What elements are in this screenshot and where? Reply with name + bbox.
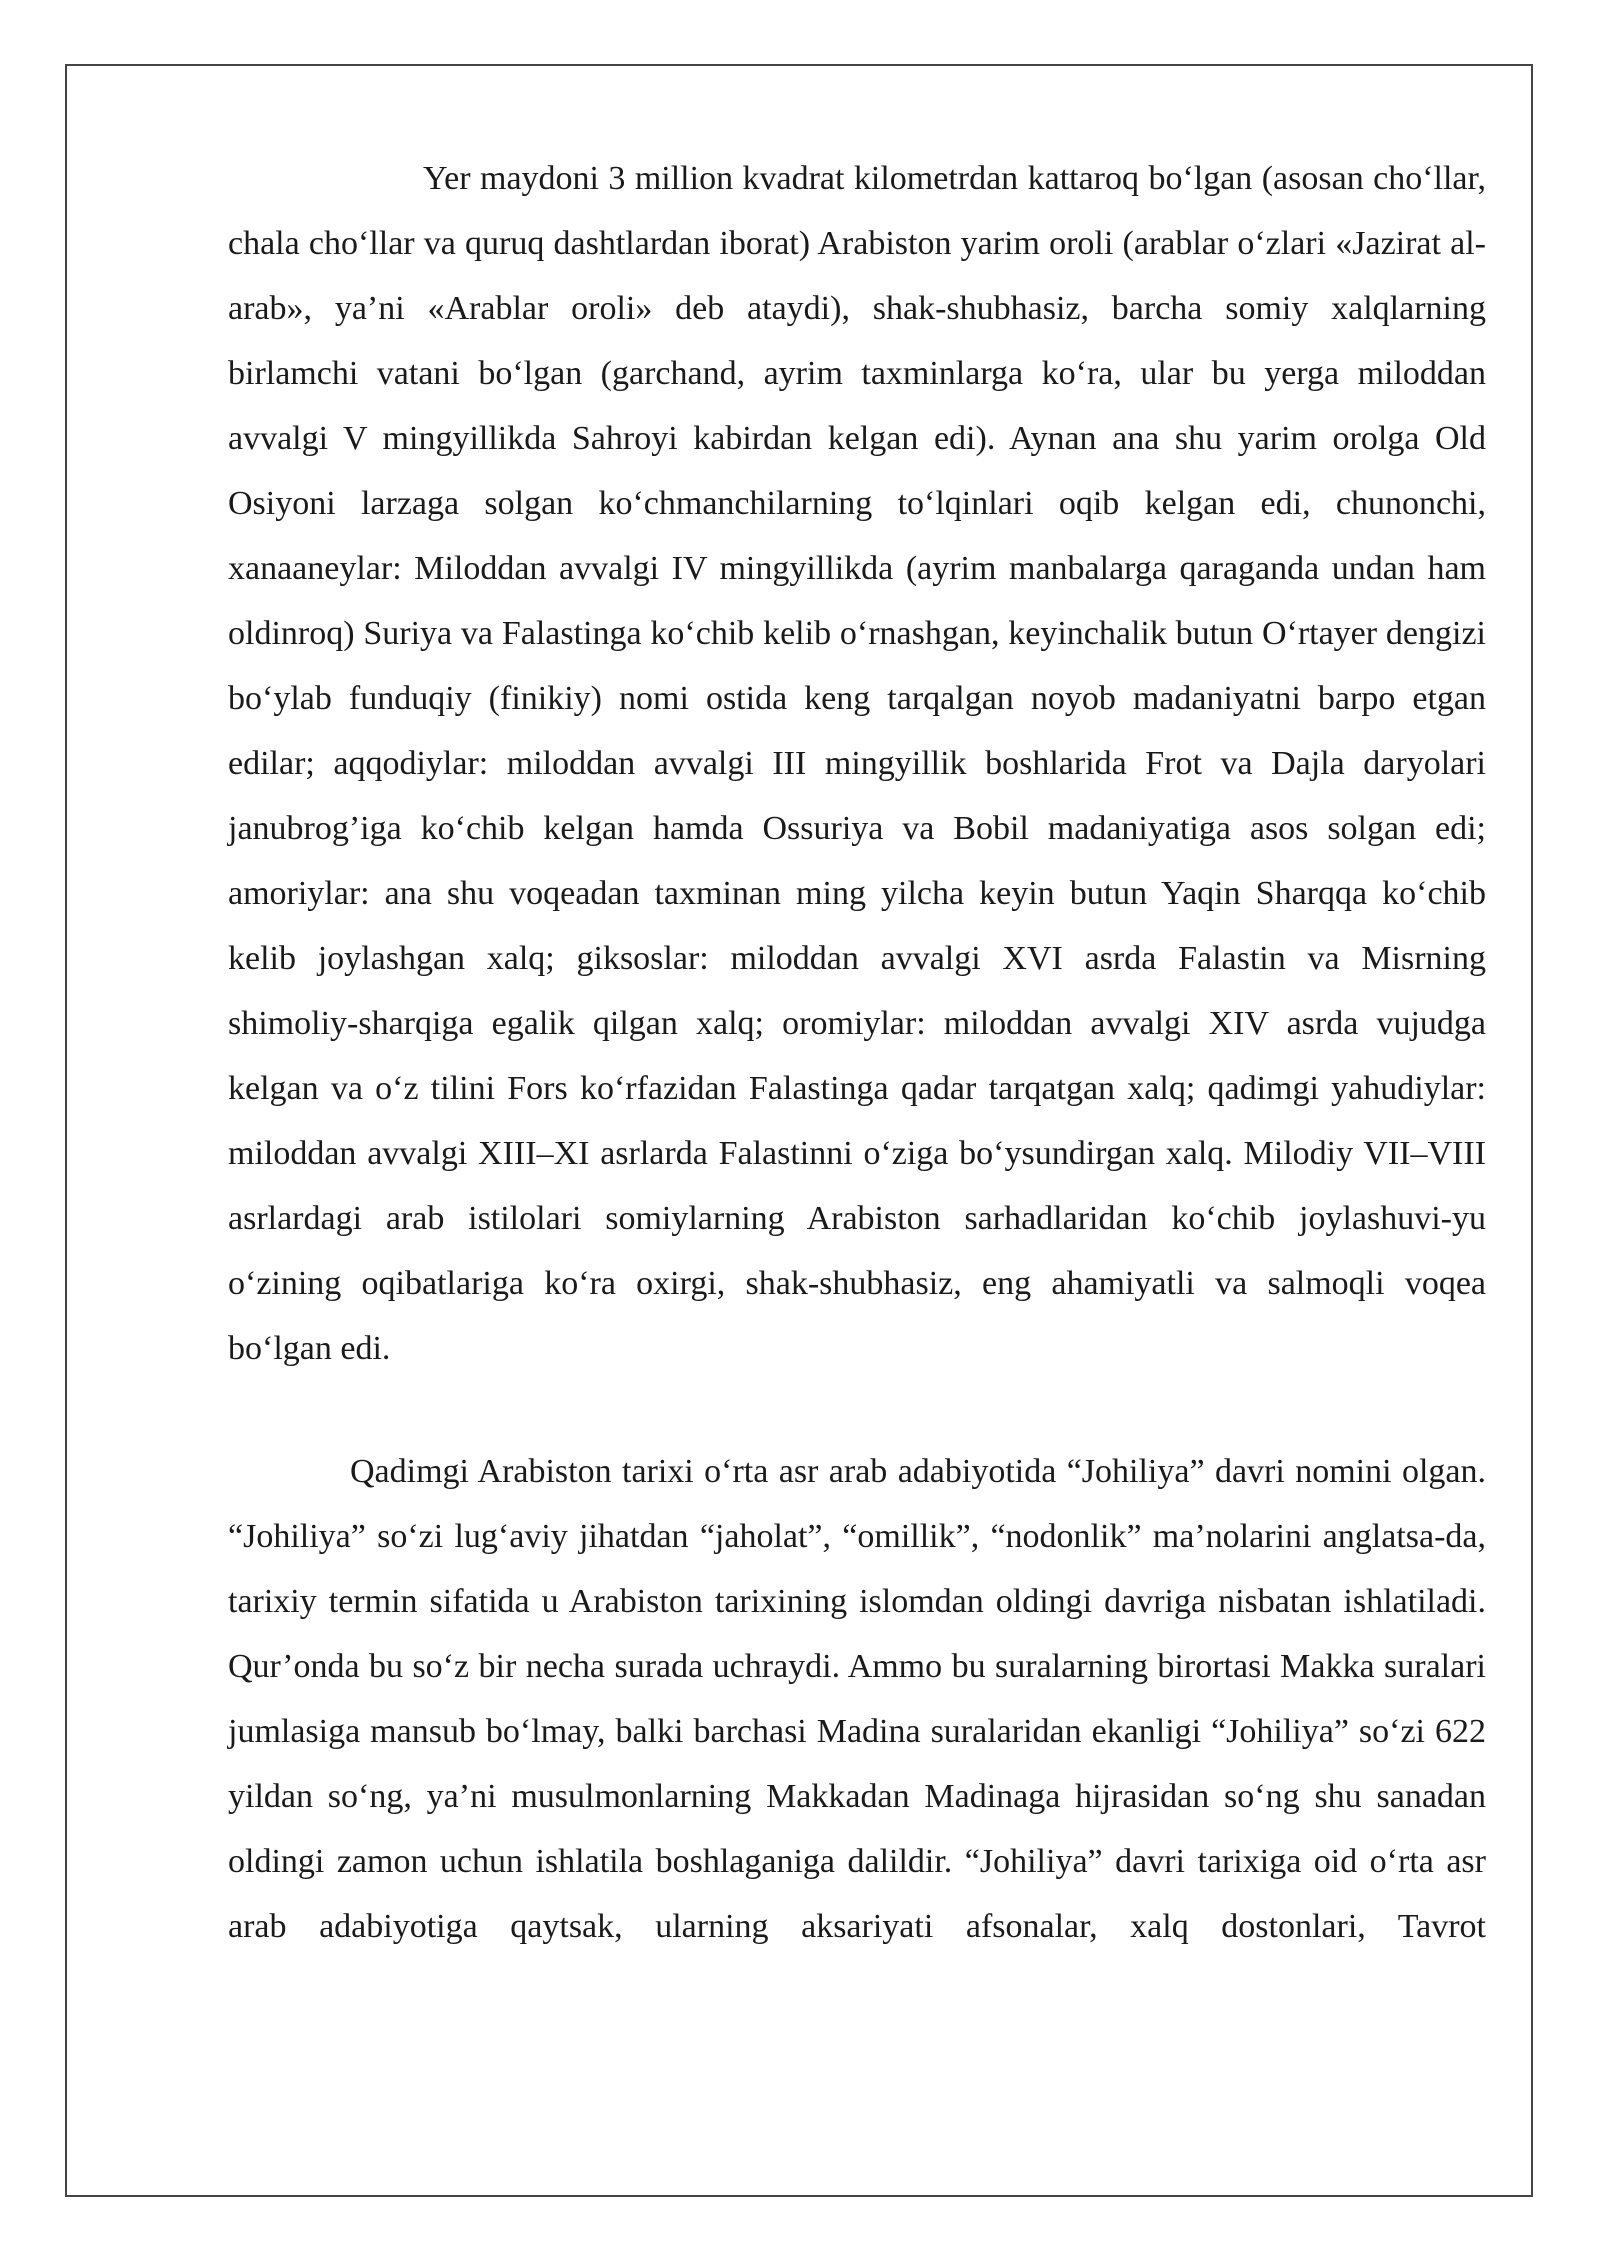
paragraph-johiliya-period: Qadimgi Arabiston tarixi o‘rta asr arab adabiyotida “Johiliya” davri nomini olgan. “Johiliya” so‘zi lug‘aviy jihatdan “jaholat”, “omillik”, “nodonlik” ma’nolarini anglatsa-da, tarixiy termin sifatida u Arabiston tarixining islomdan oldingi davriga nisbatan ishlatiladi. Qur’onda bu so‘z bir necha surada uchraydi. Ammo bu suralarning birortasi Makka suralari jumlasiga mansub bo‘lmay, balki barchasi Madina suralaridan ekanligi “Johiliya” so‘zi 622 yildan so‘ng, ya’ni musulmonlarning Makkadan Madinaga hijrasidan so‘ng shu sanadan oldingi zamon uchun ishlatila boshlaganiga dalildir. “Johiliya” davri tarixiga oid o‘rta asr arab adabiyotiga qaytsak, ularning aksariyati afsonalar, xalq dostonlari, Tavrot xyxy=(228,1453,1486,1945)
document-body xyxy=(228,146,1486,1959)
paragraph-arabian-peninsula: Yer maydoni 3 million kvadrat kilometrdan kattaroq bo‘lgan (asosan cho‘llar, chala cho‘llar va quruq dashtlardan iborat) Arabiston yarim oroli (arablar o‘zlari «Jazirat al-arab», ya’ni «Arablar oroli» deb ataydi), shak-shubhasiz, barcha somiy xalqlarning birlamchi vatani bo‘lgan (garchand, ayrim taxminlarga ko‘ra, ular bu yerga miloddan avvalgi V mingyillikda Sahroyi kabirdan kelgan edi). Aynan ana shu yarim orolga Old Osiyoni larzaga solgan ko‘chmanchilarning to‘lqinlari oqib kelgan edi, chunonchi, xanaaneylar: Miloddan avvalgi IV mingyillikda (ayrim manbalarga qaraganda undan ham oldinroq) Suriya va Falastinga ko‘chib kelib o‘rnashgan, keyinchalik butun O‘rtayer dengizi bo‘ylab funduqiy (finikiy) nomi ostida keng tarqalgan noyob madaniyatni barpo etgan edilar; aqqodiylar: miloddan avvalgi III mingyillik boshlarida Frot va Dajla daryolari janubrog’iga ko‘chib kelgan hamda Ossuriya va Bobil madaniyatiga asos solgan edi; amoriylar: ana shu voqeadan taxminan ming yilcha keyin butun Yaqin Sharqqa ko‘chib kelib joylashgan xalq; giksoslar: miloddan avvalgi XVI asrda Falastin va Misrning shimoliy-sharqiga egalik qilgan xalq; oromiylar: miloddan avvalgi XIV asrda vujudga kelgan va o‘z tilini Fors ko‘rfazidan Falastinga qadar tarqatgan xalq; qadimgi yahudiylar: miloddan avvalgi XIII–XI asrlarda Falastinni o‘ziga bo‘ysundirgan xalq. Milodiy VII–VIII asrlardagi arab istilolari somiylarning Arabiston sarhadlaridan ko‘chib joylashuvi-yu o‘zining oqibatlariga ko‘ra oxirgi, shak-shubhasiz, eng ahamiyatli va salmoqli voqea bo‘lgan edi. xyxy=(228,160,1486,1367)
